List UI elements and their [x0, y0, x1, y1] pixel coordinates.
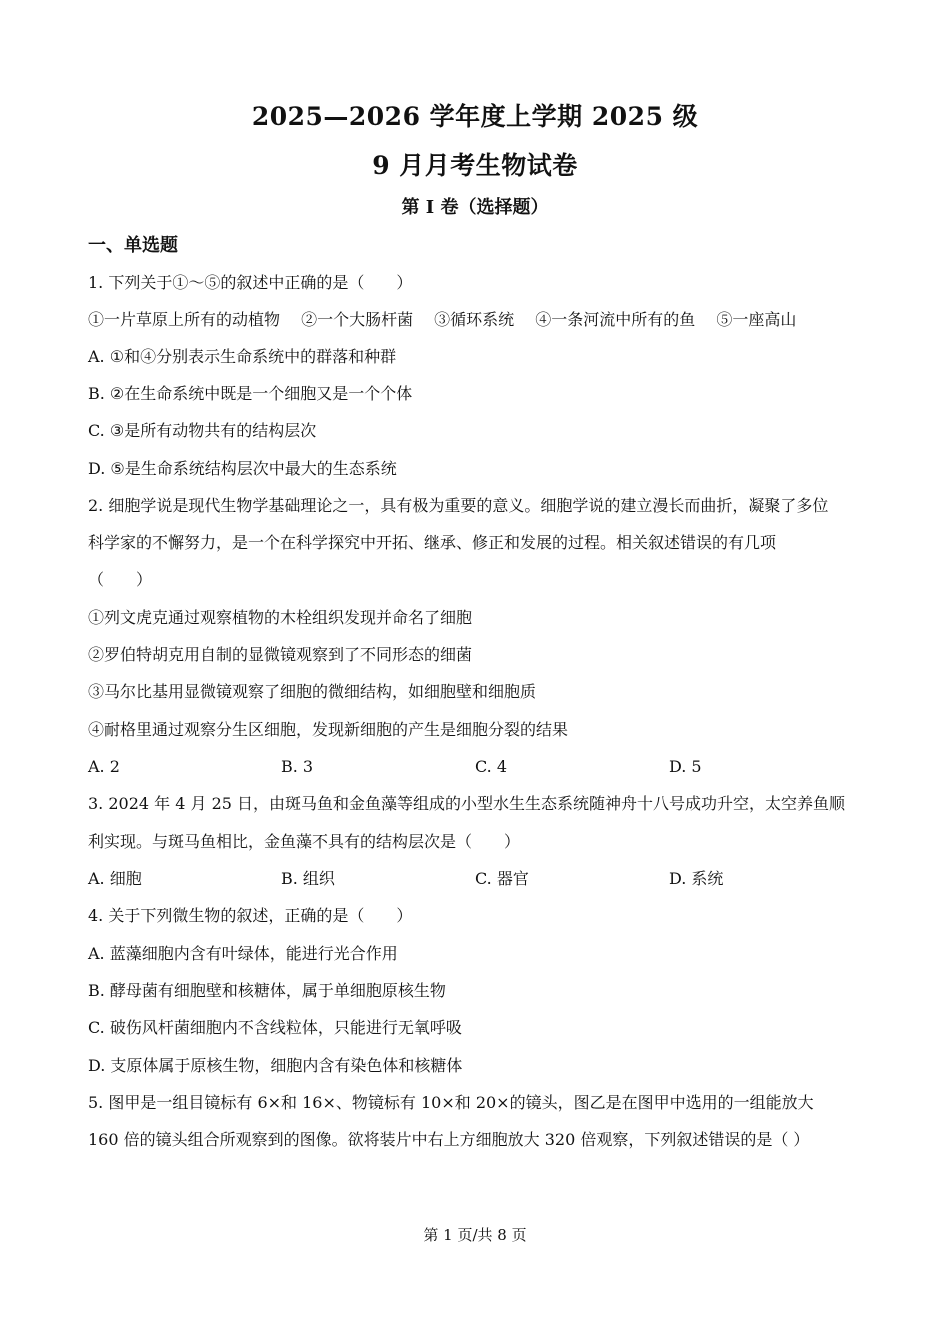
q2-statement-2: ②罗伯特胡克用自制的显微镜观察到了不同形态的细菌: [88, 645, 473, 664]
q1-stem: 1. 下列关于①～⑤的叙述中正确的是（ ）: [88, 273, 413, 292]
q2-stem-line1: 2. 细胞学说是现代生物学基础理论之一，具有极为重要的意义。细胞学说的建立漫长而曲折，凝聚了多位: [88, 496, 829, 515]
q3-option-b: B. 组织: [281, 869, 335, 888]
q1-option-d: D. ⑤是生命系统结构层次中最大的生态系统: [88, 459, 397, 478]
q2-stem-line2: 科学家的不懈努力，是一个在科学探究中开拓、继承、修正和发展的过程。相关叙述错误的有几项: [88, 533, 777, 552]
section-heading: 一、单选题: [88, 235, 178, 256]
q1-option-c: C. ③是所有动物共有的结构层次: [88, 421, 317, 440]
q2-statement-4: ④耐格里通过观察分生区细胞，发现新细胞的产生是细胞分裂的结果: [88, 720, 569, 739]
q3-stem-line1: 3. 2024 年 4 月 25 日，由斑马鱼和金鱼藻等组成的小型水生生态系统随神舟十八号成功升空，太空养鱼顺: [88, 794, 846, 813]
q3-option-a: A. 细胞: [88, 869, 142, 888]
q2-statement-1: ①列文虎克通过观察植物的木栓组织发现并命名了细胞: [88, 608, 473, 627]
q2-option-d: D. 5: [669, 757, 702, 776]
q3-stem-line2: 利实现。与斑马鱼相比，金鱼藻不具有的结构层次是（ ）: [88, 832, 521, 851]
q2-statement-3: ③马尔比基用显微镜观察了细胞的微细结构，如细胞壁和细胞质: [88, 682, 537, 701]
q5-stem-line2: 160 倍的镜头组合所观察到的图像。欲将装片中右上方细胞放大 320 倍观察，下列叙述错误的是（ ）: [88, 1130, 810, 1149]
part-heading: 第 I 卷（选择题）: [401, 197, 549, 218]
q4-option-b: B. 酵母菌有细胞壁和核糖体，属于单细胞原核生物: [88, 981, 446, 1000]
q2-option-b: B. 3: [281, 757, 314, 776]
q5-stem-line1: 5. 图甲是一组目镜标有 6×和 16×、物镜标有 10×和 20×的镜头，图乙是在图甲中选用的一组能放大: [88, 1093, 814, 1112]
q3-option-c: C. 器官: [475, 869, 529, 888]
q2-stem-line3: （ ）: [88, 570, 153, 589]
q3-option-d: D. 系统: [669, 869, 724, 888]
exam-title-line2: 9 月月考生物试卷: [372, 151, 578, 180]
q1-option-a: A. ①和④分别表示生命系统中的群落和种群: [88, 347, 397, 366]
q1-items: ①一片草原上所有的动植物 ②一个大肠杆菌 ③循环系统 ④一条河流中所有的鱼 ⑤一座高山: [88, 310, 797, 329]
q4-stem: 4. 关于下列微生物的叙述，正确的是（ ）: [88, 906, 413, 925]
q1-option-b: B. ②在生命系统中既是一个细胞又是一个个体: [88, 384, 413, 403]
exam-title-line1: 2025—2026 学年度上学期 2025 级: [251, 102, 699, 131]
q4-option-a: A. 蓝藻细胞内含有叶绿体，能进行光合作用: [88, 944, 398, 963]
q2-option-c: C. 4: [475, 757, 508, 776]
q4-option-c: C. 破伤风杆菌细胞内不含线粒体，只能进行无氧呼吸: [88, 1018, 462, 1037]
q4-option-d: D. 支原体属于原核生物，细胞内含有染色体和核糖体: [88, 1056, 463, 1075]
page-footer: 第 1 页/共 8 页: [423, 1226, 527, 1244]
q2-option-a: A. 2: [88, 757, 120, 776]
